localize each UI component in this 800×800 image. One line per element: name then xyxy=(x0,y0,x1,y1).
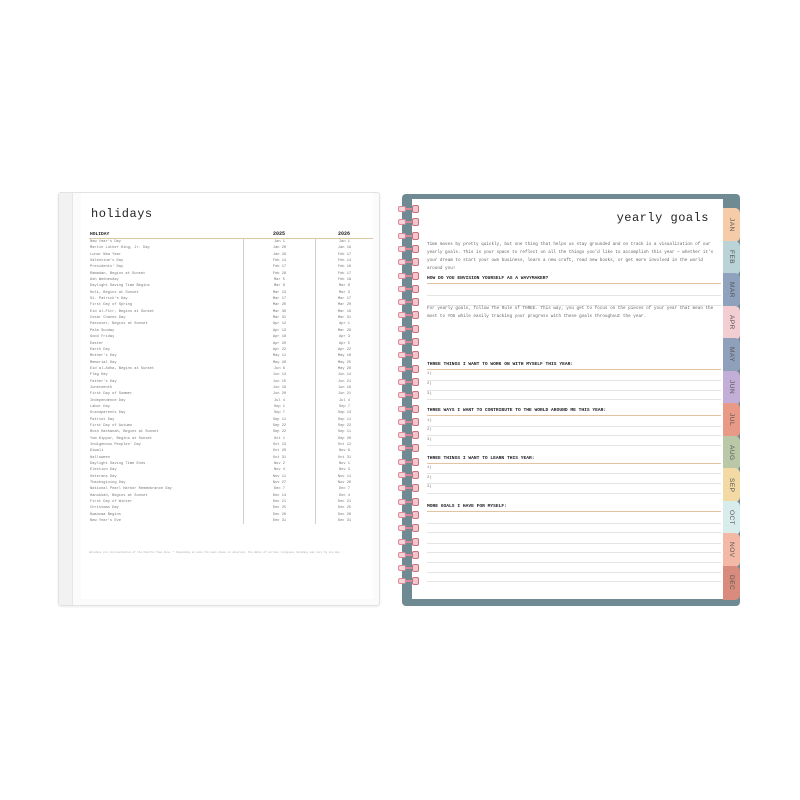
spiral-coil xyxy=(398,365,420,373)
date-2025: Mar 9 xyxy=(243,283,315,289)
spiral-coil xyxy=(398,498,420,506)
date-2026: Nov 1 xyxy=(315,461,373,467)
writing-line[interactable] xyxy=(427,532,721,533)
writing-line[interactable] xyxy=(427,399,721,400)
tab-jul[interactable] xyxy=(723,403,740,437)
date-2026: Mar 8 xyxy=(315,283,373,289)
spiral-coil xyxy=(398,564,420,572)
date-2025: Apr 13 xyxy=(243,328,315,334)
holiday-name: First Day of Spring xyxy=(90,303,133,308)
date-2025: Feb 28 xyxy=(243,271,315,277)
spiral-coil xyxy=(398,431,420,439)
tab-aug[interactable] xyxy=(723,436,740,470)
date-2026: Nov 3 xyxy=(315,467,373,473)
holiday-name: Kwanzaa Begins xyxy=(90,512,121,517)
writing-line[interactable] xyxy=(427,295,721,296)
holiday-name: Martin Luther King, Jr. Day xyxy=(90,246,150,251)
date-2025: Jan 20 xyxy=(243,245,315,251)
holiday-name: Ramadan, Begins at Sunset xyxy=(90,271,146,276)
tab-label: JUN xyxy=(728,380,735,395)
spiral-coil xyxy=(398,272,420,280)
item-number: 3) xyxy=(427,485,432,489)
item-number: 1) xyxy=(427,466,432,470)
date-2026: Apr 22 xyxy=(315,347,373,353)
date-2026: Feb 16 xyxy=(315,264,373,270)
page-title: holidays xyxy=(91,207,153,221)
tab-feb[interactable] xyxy=(723,241,740,275)
item-number: 2) xyxy=(427,428,432,432)
holiday-name: First Day of Autumn xyxy=(90,423,133,428)
date-2025: Oct 31 xyxy=(243,455,315,461)
tab-label: APR xyxy=(728,315,735,330)
spiral-coil xyxy=(398,577,420,585)
footnote: Holidays are representative of the Pacific Time Zone. * Depending on when the moon phase is observed, the dates of certain religious holidays may vary by one day. xyxy=(89,551,342,554)
date-2026: Mar 29 xyxy=(315,328,373,334)
holiday-name: Eid al-Fitr, Begins at Sunset xyxy=(90,309,155,314)
holiday-name: Yom Kippur, Begins at Sunset xyxy=(90,436,152,441)
date-2025: Sep 22 xyxy=(243,423,315,429)
date-2026: Dec 26 xyxy=(315,512,373,518)
date-2026: Mar 31 xyxy=(315,315,373,321)
date-2025: Apr 20 xyxy=(243,341,315,347)
date-2026: Nov 26 xyxy=(315,480,373,486)
date-2026: Oct 31 xyxy=(315,455,373,461)
tab-may[interactable] xyxy=(723,338,740,372)
date-2026: Sep 11 xyxy=(315,417,373,423)
holidays-table xyxy=(89,231,373,524)
spiral-coil xyxy=(398,311,420,319)
date-2026: Mar 19 xyxy=(315,309,373,315)
date-2025: Oct 13 xyxy=(243,442,315,448)
date-2025: May 26 xyxy=(243,360,315,366)
holiday-name: Flag Day xyxy=(90,373,108,378)
spiral-coil xyxy=(398,378,420,386)
holiday-name: Election Day xyxy=(90,468,117,473)
writing-line[interactable] xyxy=(427,445,721,446)
spiral-coil xyxy=(398,471,420,479)
holiday-name: Daylight Saving Time Begins xyxy=(90,284,150,289)
spiral-binding xyxy=(398,205,422,610)
date-2025: Mar 30 xyxy=(243,309,315,315)
question-envision: HOW DO YOU ENVISION YOURSELF AS A WAVYMAKER? xyxy=(427,276,721,284)
date-2025: Jun 14 xyxy=(243,372,315,378)
date-2025: Jun 15 xyxy=(243,379,315,385)
spiral-coil xyxy=(398,232,420,240)
date-2025: Sep 11 xyxy=(243,417,315,423)
date-2025: Feb 14 xyxy=(243,258,315,264)
date-2025: Nov 11 xyxy=(243,474,315,480)
holiday-name: Easter xyxy=(90,341,104,346)
holiday-name: Thanksgiving Day xyxy=(90,481,126,486)
tab-label: OCT xyxy=(728,509,735,526)
date-2026: May 10 xyxy=(315,353,373,359)
holiday-name: Lunar New Year xyxy=(90,252,121,257)
holidays-page xyxy=(58,192,380,606)
writing-line[interactable] xyxy=(427,483,721,484)
holiday-name: Presidents' Day xyxy=(90,265,124,270)
spiral-coil xyxy=(398,418,420,426)
holiday-name: National Pearl Harbor Remembrance Day xyxy=(90,487,172,492)
tab-label: JUL xyxy=(728,413,735,427)
spiral-coil xyxy=(398,298,420,306)
spiral-coil xyxy=(398,218,420,226)
writing-line[interactable] xyxy=(427,493,721,494)
item-number: 3) xyxy=(427,438,432,442)
date-2025: Apr 12 xyxy=(243,321,315,327)
tab-label: MAR xyxy=(728,282,735,298)
holiday-name: St. Patrick's Day xyxy=(90,297,128,302)
spiral-coil xyxy=(398,484,420,492)
date-2025: Feb 17 xyxy=(243,264,315,270)
date-2026: Jul 4 xyxy=(315,398,373,404)
page-edge xyxy=(59,193,73,605)
spiral-coil xyxy=(398,338,420,346)
spiral-coil xyxy=(398,285,420,293)
date-2026: Dec 21 xyxy=(315,499,373,505)
header-2025: 2025 xyxy=(272,231,285,237)
tab-dec[interactable] xyxy=(723,566,740,600)
date-2025: Mar 17 xyxy=(243,296,315,302)
date-2026: Sep 13 xyxy=(315,410,373,416)
question-work-on-myself: THREE THINGS I WANT TO WORK ON WITH MYSELF THIS YEAR: xyxy=(427,362,721,370)
date-2025: Dec 25 xyxy=(243,505,315,511)
date-2025: Sep 22 xyxy=(243,429,315,435)
holiday-name: Halloween xyxy=(90,455,110,460)
date-2026: Feb 17 xyxy=(315,252,373,258)
holiday-name: Grandparents Day xyxy=(90,411,126,416)
date-2025: Jun 20 xyxy=(243,391,315,397)
holidays-page-content xyxy=(81,193,373,599)
holiday-name: First Day of Winter xyxy=(90,500,133,505)
item-number: 3) xyxy=(427,392,432,396)
date-2026: Dec 7 xyxy=(315,486,373,492)
holiday-name: Father's Day xyxy=(90,379,117,384)
spiral-coil xyxy=(398,245,420,253)
holiday-name: First Day of Summer xyxy=(90,392,133,397)
date-2025: Jan 1 xyxy=(243,239,315,245)
date-2026: Sep 20 xyxy=(315,436,373,442)
item-number: 1) xyxy=(427,372,432,376)
date-2026: Jun 19 xyxy=(315,385,373,391)
tab-label: AUG xyxy=(728,444,735,461)
holiday-name: New Year's Day xyxy=(90,240,121,244)
tab-jan[interactable] xyxy=(723,208,740,242)
date-2025: Dec 7 xyxy=(243,486,315,492)
date-2026: Feb 18 xyxy=(315,277,373,283)
date-2026: Nov 8 xyxy=(315,448,373,454)
date-2025: May 11 xyxy=(243,353,315,359)
date-2025: Dec 31 xyxy=(243,518,315,524)
tab-mar[interactable] xyxy=(723,273,740,307)
date-2025: Dec 26 xyxy=(243,512,315,518)
date-2025: Jun 6 xyxy=(243,366,315,372)
date-2026: Dec 25 xyxy=(315,505,373,511)
tab-label: DEC xyxy=(728,574,735,591)
writing-line[interactable] xyxy=(427,473,721,474)
date-2026: Feb 14 xyxy=(315,258,373,264)
date-2026: May 26 xyxy=(315,366,373,372)
spiral-coil xyxy=(398,325,420,333)
date-2026: Sep 11 xyxy=(315,429,373,435)
date-2026: Mar 20 xyxy=(315,302,373,308)
holiday-name: Daylight Saving Time Ends xyxy=(90,462,146,467)
spiral-coil xyxy=(398,538,420,546)
writing-line[interactable] xyxy=(427,543,721,544)
question-contribute: THREE WAYS I WANT TO CONTRIBUTE TO THE WORLD AROUND ME THIS YEAR: xyxy=(427,408,721,416)
holiday-name: New Year's Eve xyxy=(90,519,121,524)
holiday-name: Cesar Chavez Day xyxy=(90,316,126,321)
spiral-coil xyxy=(398,511,420,519)
date-2026: Apr 5 xyxy=(315,341,373,347)
date-2025: Sep 1 xyxy=(243,404,315,410)
tab-label: FEB xyxy=(728,250,735,265)
holiday-name: Mother's Day xyxy=(90,354,117,359)
page-title: yearly goals xyxy=(616,211,709,225)
date-2026: Dec 4 xyxy=(315,493,373,499)
date-2026: Jun 21 xyxy=(315,379,373,385)
holiday-name: Hanukkah, Begins at Sunset xyxy=(90,493,148,498)
holiday-name: Diwali xyxy=(90,449,104,454)
holiday-name: Ash Wednesday xyxy=(90,278,119,283)
holiday-name: Memorial Day xyxy=(90,360,117,365)
tab-apr[interactable] xyxy=(723,306,740,340)
spiral-coil xyxy=(398,524,420,532)
date-2026: Nov 11 xyxy=(315,474,373,480)
spiral-coil xyxy=(398,391,420,399)
question-learn: THREE THINGS I WANT TO LEARN THIS YEAR: xyxy=(427,456,721,464)
date-2025: Sep 7 xyxy=(243,410,315,416)
tab-sep[interactable] xyxy=(723,468,740,502)
date-2026: Apr 3 xyxy=(315,334,373,340)
table-row xyxy=(89,518,373,524)
date-2026: Jun 21 xyxy=(315,391,373,397)
holiday-name: Indigenous Peoples' Day xyxy=(90,443,141,447)
writing-line[interactable] xyxy=(427,380,721,381)
date-2025: Nov 2 xyxy=(243,461,315,467)
date-2025: Mar 5 xyxy=(243,277,315,283)
holiday-name: Rosh Hashanah, Begins at Sunset xyxy=(90,430,159,435)
date-2025: Dec 14 xyxy=(243,493,315,499)
date-2025: Jan 29 xyxy=(243,252,315,258)
date-2026: Mar 17 xyxy=(315,296,373,302)
date-2025: Jul 4 xyxy=(243,398,315,404)
spiral-coil xyxy=(398,551,420,559)
spiral-coil xyxy=(398,205,420,213)
tab-nov[interactable] xyxy=(723,533,740,567)
holiday-name: Good Friday xyxy=(90,335,115,340)
holiday-name: Earth Day xyxy=(90,347,110,352)
tab-jun[interactable] xyxy=(723,371,740,405)
tab-oct[interactable] xyxy=(723,501,740,535)
writing-line[interactable] xyxy=(427,390,721,391)
date-2026: Feb 17 xyxy=(315,271,373,277)
date-2026: Jun 14 xyxy=(315,372,373,378)
holiday-name: Palm Sunday xyxy=(90,328,115,333)
table-header xyxy=(89,231,373,239)
writing-line[interactable] xyxy=(427,426,721,427)
holiday-name: Labor Day xyxy=(90,404,110,409)
date-2026: Mar 3 xyxy=(315,290,373,296)
holiday-name: Eid al-Adha, Begins at Sunset xyxy=(90,366,155,371)
date-2025: Mar 20 xyxy=(243,302,315,308)
date-2025: Nov 4 xyxy=(243,467,315,473)
holiday-name: Independence Day xyxy=(90,398,126,403)
yearly-goals-page xyxy=(412,199,723,599)
tab-label: SEP xyxy=(728,477,735,493)
item-number: 2) xyxy=(427,476,432,480)
tab-label: JAN xyxy=(728,218,735,232)
writing-line[interactable] xyxy=(427,523,721,524)
holiday-name: Patriot Day xyxy=(90,417,115,422)
spiral-coil xyxy=(398,351,420,359)
date-2025: Dec 21 xyxy=(243,499,315,505)
date-2026: Apr 1 xyxy=(315,321,373,327)
date-2025: Apr 22 xyxy=(243,347,315,353)
holiday-name: Valentine's Day xyxy=(90,259,124,264)
date-2025: Oct 1 xyxy=(243,436,315,442)
holiday-name: Christmas Day xyxy=(90,506,119,511)
header-holiday: HOLIDAY xyxy=(90,232,110,237)
rule-of-three-text: For yearly goals, follow The Rule of THREE. This way, you get to focus on the pieces of your year that mean the most to YOU while easily tracking your progress with these goals throughout the year. xyxy=(427,306,714,319)
writing-line[interactable] xyxy=(427,552,721,553)
date-2026: Sep 22 xyxy=(315,423,373,429)
item-number: 1) xyxy=(427,419,432,423)
date-2026: Jan 1 xyxy=(315,239,373,245)
holiday-name: Juneteenth xyxy=(90,385,113,390)
date-2025: Nov 27 xyxy=(243,480,315,486)
holiday-name: Passover, Begins at Sunset xyxy=(90,322,148,327)
date-2026: Dec 31 xyxy=(315,518,373,524)
spiral-coil xyxy=(398,405,420,413)
item-number: 2) xyxy=(427,382,432,386)
date-2026: Oct 12 xyxy=(315,442,373,448)
writing-line[interactable] xyxy=(427,572,721,573)
header-2026: 2026 xyxy=(337,231,350,237)
question-more-goals: MORE GOALS I HAVE FOR MYSELF: xyxy=(427,504,721,512)
spiral-coil xyxy=(398,458,420,466)
intro-text: Time moves by pretty quickly, but one thing that helps us stay grounded and on track is a visualization of our yearly goals. This is your space to reflect on all the things you'd like to accomplish this year — whether it's your dream to start your own business, learn a new craft, read new books, or get more involved in the world around you! xyxy=(427,242,714,271)
date-2025: Mar 31 xyxy=(243,315,315,321)
date-2026: Sep 7 xyxy=(315,404,373,410)
tab-label: NOV xyxy=(728,542,735,558)
date-2026: May 25 xyxy=(315,360,373,366)
date-2026: Jan 19 xyxy=(315,245,373,251)
writing-line[interactable] xyxy=(427,581,721,582)
spiral-coil xyxy=(398,258,420,266)
date-2025: Oct 20 xyxy=(243,448,315,454)
date-2025: Jun 19 xyxy=(243,385,315,391)
tab-label: MAY xyxy=(728,347,735,363)
writing-line[interactable] xyxy=(427,562,721,563)
writing-line[interactable] xyxy=(427,435,721,436)
spiral-coil xyxy=(398,444,420,452)
date-2025: Apr 18 xyxy=(243,334,315,340)
table-body xyxy=(89,239,373,524)
holiday-name: Holi, Begins at Sunset xyxy=(90,290,139,295)
date-2025: Mar 13 xyxy=(243,290,315,296)
holiday-name: Veterans Day xyxy=(90,474,117,479)
